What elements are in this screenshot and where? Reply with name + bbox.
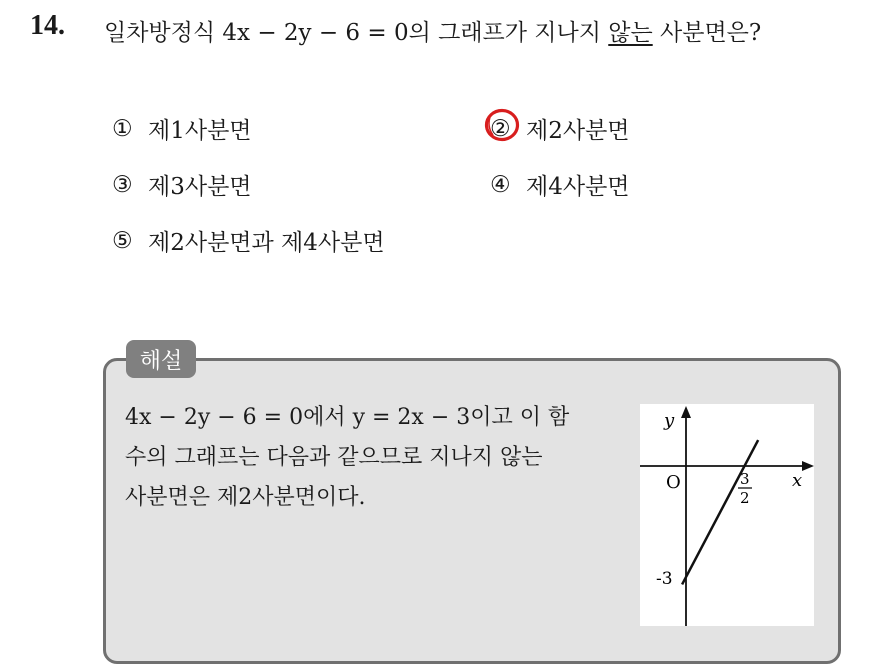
y-intercept-label: -3 <box>656 569 673 589</box>
choice-4[interactable] <box>490 168 630 201</box>
question-text-after: 사분면은? <box>652 20 762 46</box>
choice-number: ⑤ <box>112 227 133 254</box>
origin-label: O <box>666 472 681 493</box>
explanation-text <box>125 398 625 518</box>
x-intercept-denominator: 2 <box>740 489 750 507</box>
x-intercept-numerator: 3 <box>740 470 750 488</box>
explanation-tag: 해설 <box>126 340 196 378</box>
choice-label: 제3사분면 <box>148 174 252 200</box>
choice-3[interactable] <box>112 168 252 201</box>
selected-circle-mark <box>484 107 520 143</box>
function-line <box>682 440 758 584</box>
choice-label: 제4사분면 <box>526 174 630 200</box>
x-axis-label: x <box>792 470 803 491</box>
choice-label: 제2사분면 <box>526 118 630 144</box>
choice-2[interactable] <box>490 112 630 145</box>
function-graph <box>640 404 814 626</box>
x-axis-arrow-icon <box>802 461 814 471</box>
choice-label: 제1사분면 <box>148 118 252 144</box>
question-underlined-word: 않는 <box>608 20 653 46</box>
choice-number: ② <box>490 115 511 142</box>
choice-5[interactable] <box>112 224 385 257</box>
choice-number: ③ <box>112 171 133 198</box>
question-text-before: 일차방정식 4x − 2y − 6 = 0의 그래프가 지나지 <box>104 20 609 46</box>
question-number: 14. <box>30 10 65 41</box>
explanation-line-3: 사분면은 제2사분면이다. <box>125 485 366 510</box>
choice-number: ① <box>112 115 133 142</box>
y-axis-arrow-icon <box>681 406 691 418</box>
choice-label: 제2사분면과 제4사분면 <box>148 230 385 256</box>
question-text <box>104 14 761 47</box>
choice-number: ④ <box>490 171 511 198</box>
explanation-line-2: 수의 그래프는 다음과 같으므로 지나지 않는 <box>125 445 543 470</box>
y-axis-label: y <box>664 410 675 431</box>
explanation-line-1: 4x − 2y − 6 = 0에서 y = 2x − 3이고 이 함 <box>125 405 570 430</box>
choice-1[interactable] <box>112 112 252 145</box>
